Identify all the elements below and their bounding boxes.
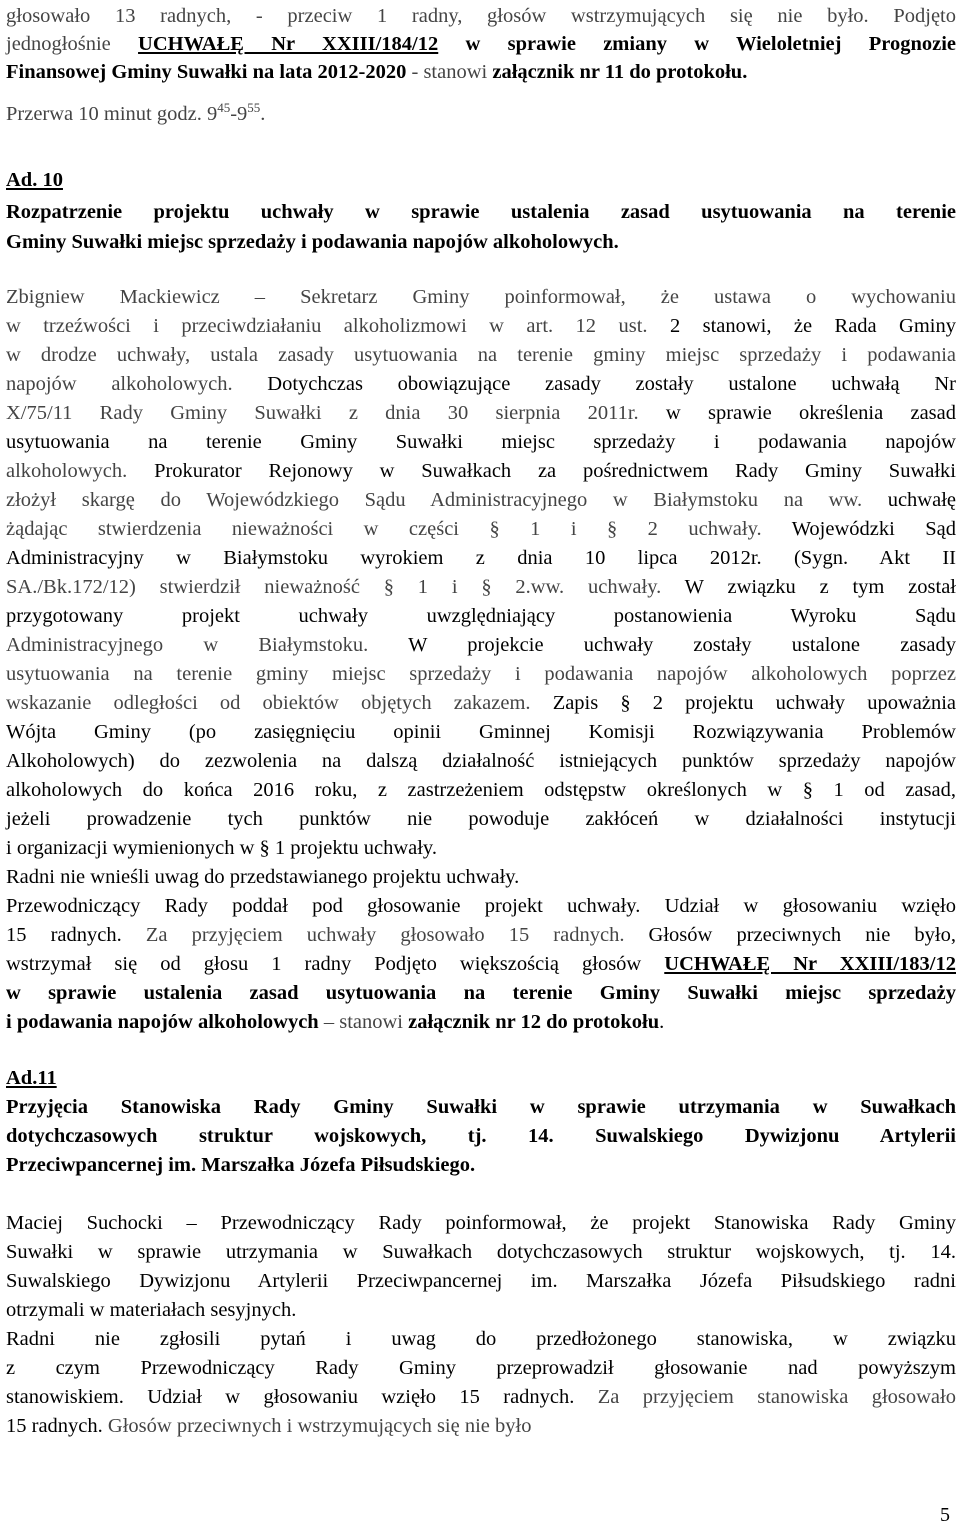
text-run: Przeciwpancernej im. Marszałka Józefa Piłsudskiego. <box>6 1154 476 1176</box>
text-line <box>6 1209 956 1238</box>
text-run: W związku z tym został <box>661 576 956 598</box>
text-run: Zbigniew Mackiewicz – Sekretarz Gminy poinformował, że ustawa o wychowaniu <box>6 286 956 308</box>
text-line <box>6 1238 956 1267</box>
text-line <box>6 1064 956 1093</box>
text-run: uchwałę <box>862 489 957 511</box>
text-run: Wójta Gminy (po zasięgnięciu opinii Gminnej Komisji Rozwiązywania Problemów <box>6 721 956 743</box>
text-run: złożył skargę do Wojewódzkiego Sądu Administracyjnego w Białymstoku na ww. <box>6 489 863 511</box>
text-line <box>6 30 956 59</box>
text-run: 45 <box>217 100 231 116</box>
text-line <box>6 1412 956 1441</box>
text-line <box>6 573 956 602</box>
text-run: - stanowi <box>406 61 493 83</box>
text-run: Administracyjnego w Białymstoku. <box>6 634 369 656</box>
text-run: SA./Bk.172/12) stwierdził nieważność § 1 i § 2.ww. uchwały. <box>6 576 662 598</box>
text-run: dotychczasowych struktur wojskowych, tj. 14. Suwalskiego Dywizjonu Artylerii <box>6 1125 956 1147</box>
text-run: Ad. 10 <box>6 169 63 191</box>
text-run: UCHWAŁĘ Nr XXIII/184/12 <box>138 33 439 55</box>
text-run: Alkoholowych) do zezwolenia na dalszą działalność istniejących punktów sprzedaży napojów <box>6 750 956 772</box>
text-run: Głosów przeciwnych nie było, <box>624 924 956 946</box>
text-run: jednogłośnie <box>6 33 139 55</box>
text-line <box>6 428 956 457</box>
text-run: żądając stwierdzenia nieważności w części § 1 i § 2 uchwały. <box>6 518 762 540</box>
text-run: Suwałki w sprawie utrzymania w Suwałkach dotychczasowych struktur wojskowych, tj. 14. <box>6 1241 956 1263</box>
text-line <box>6 689 956 718</box>
text-run: Suwalskiego Dywizjonu Artylerii Przeciwpancernej im. Marszałka Józefa Piłsudskiego radni <box>6 1270 956 1292</box>
text-line <box>6 166 956 195</box>
text-run: alkoholowych do końca 2016 roku, z zastrzeżeniem odstępstw określonych w § 1 od zasad, <box>6 779 956 801</box>
text-line <box>6 921 956 950</box>
text-run: załącznik nr 11 do protokołu. <box>492 61 748 83</box>
text-run: . <box>260 103 266 125</box>
text-line <box>6 892 956 921</box>
text-run: wskazanie odległości od obiektów objętych zakazem. <box>6 692 531 714</box>
text-run: Finansowej Gminy Suwałki na lata 2012-2020 <box>6 61 407 83</box>
text-run: – stanowi <box>318 1011 409 1033</box>
text-run: 55 <box>247 100 261 116</box>
text-line <box>6 1122 956 1151</box>
text-run: w sprawie ustalenia zasad usytuowania na terenie Gminy Suwałki miejsc sprzedaży <box>6 982 956 1004</box>
text-run: UCHWAŁĘ Nr XXIII/183/12 <box>664 953 956 975</box>
text-run: -9 <box>230 103 248 125</box>
text-run: w drodze uchwały, ustala zasady usytuowania na terenie gminy miejsc sprzedaży i podawania <box>6 344 956 366</box>
text-line <box>6 1093 956 1122</box>
text-line <box>6 718 956 747</box>
text-run <box>438 33 465 55</box>
text-run: alkoholowych. <box>6 460 128 482</box>
text-line <box>6 1354 956 1383</box>
text-run: Prokurator Rejonowy w Suwałkach za pośrednictwem Rady Gminy Suwałki <box>127 460 956 482</box>
text-line <box>6 2 956 31</box>
text-run: z czym Przewodniczący Rady Gminy przeprowadził głosowanie nad powyższym <box>6 1357 956 1379</box>
text-run: napojów alkoholowych. <box>6 373 233 395</box>
text-run: i podawania napojów alkoholowych <box>6 1011 319 1033</box>
text-line <box>6 1008 956 1037</box>
text-run: w trzeźwości i przeciwdziałaniu alkoholizmowi w art. 12 ust. <box>6 315 648 337</box>
text-line <box>6 515 956 544</box>
text-line <box>6 950 956 979</box>
text-line <box>6 1267 956 1296</box>
text-line <box>6 979 956 1008</box>
text-run: Za przyjęciem stanowiska głosowało <box>574 1386 956 1408</box>
text-line <box>6 1325 956 1354</box>
text-run: Dotychczas obowiązujące zasady zostały ustalone uchwałą Nr <box>232 373 956 395</box>
text-run: Głosów przeciwnych i wstrzymujących się nie było <box>102 1415 532 1437</box>
text-run: . <box>659 1011 665 1033</box>
text-line <box>6 341 956 370</box>
text-line <box>6 1383 956 1412</box>
text-run: Rozpatrzenie projektu uchwały w sprawie ustalenia zasad usytuowania na terenie <box>6 201 956 223</box>
text-run: Przerwa 10 minut godz. 9 <box>6 103 218 125</box>
text-line <box>6 312 956 341</box>
text-run: Przyjęcia Stanowiska Rady Gminy Suwałki w sprawie utrzymania w Suwałkach <box>6 1096 956 1118</box>
text-run: Administracyjny w Białymstoku wyrokiem z dnia 10 lipca 2012r. (Sygn. Akt II <box>6 547 956 569</box>
text-run: jeżeli prowadzenie tych punktów nie powoduje zakłóceń w działalności instytucji <box>6 808 956 830</box>
text-line <box>6 283 956 312</box>
text-line <box>6 58 956 87</box>
text-run: wstrzymał się od głosu 1 radny Podjęto większością głosów <box>6 953 665 975</box>
text-run: w sprawie zmiany w Wieloletniej Prognozie <box>465 33 957 55</box>
text-run: Radni nie zgłosili pytań i uwag do przedłożonego stanowiska, w związku <box>6 1328 956 1350</box>
text-line <box>6 805 956 834</box>
text-run: usytuowania na terenie gminy miejsc sprzedaży i podawania napojów alkoholowych poprzez <box>6 663 956 685</box>
text-run: Za przyjęciem uchwały głosowało 15 radnych. <box>121 924 625 946</box>
text-line <box>6 198 956 227</box>
text-run: Przewodniczący Rady poddał pod głosowanie projekt uchwały. Udział w głosowaniu wzięło <box>6 895 956 917</box>
text-line <box>6 776 956 805</box>
text-run: X/75/11 Rady Gminy Suwałki z dnia 30 sierpnia 2011r. <box>6 402 639 424</box>
text-line <box>6 1151 956 1180</box>
text-run: usytuowania na terenie Gminy Suwałki miejsc sprzedaży i podawania napojów <box>6 431 956 453</box>
text-run: Radni nie wnieśli uwag do przedstawianego projektu uchwały. <box>6 866 520 888</box>
text-run: W projekcie uchwały zostały ustalone zasady <box>368 634 956 656</box>
text-run: przygotowany projekt uchwały uwzględniający postanowienia Wyroku Sądu <box>6 605 956 627</box>
text-line <box>6 370 956 399</box>
text-run: w sprawie określenia zasad <box>638 402 957 424</box>
text-line <box>6 544 956 573</box>
text-line <box>6 660 956 689</box>
text-run: załącznik nr 12 do protokołu <box>408 1011 660 1033</box>
text-line <box>6 1296 956 1325</box>
text-line <box>6 747 956 776</box>
text-line <box>6 100 956 129</box>
text-run: i organizacji wymienionych w § 1 projektu uchwały. <box>6 837 437 859</box>
text-run: Maciej Suchocki – Przewodniczący Rady poinformował, że projekt Stanowiska Rady Gminy <box>6 1212 956 1234</box>
text-run: stanowiskiem. Udział w głosowaniu wzięło 15 radnych. <box>6 1386 575 1408</box>
text-run: Wojewódzki Sąd <box>761 518 956 540</box>
text-line <box>6 457 956 486</box>
text-run: Zapis § 2 projektu uchwały upoważnia <box>530 692 956 714</box>
text-run: otrzymali w materiałach sesyjnych. <box>6 1299 297 1321</box>
text-line <box>6 834 956 863</box>
text-line <box>6 602 956 631</box>
text-run: 15 radnych. <box>6 924 122 946</box>
text-run: Ad.11 <box>6 1067 57 1089</box>
text-line <box>6 863 956 892</box>
page-number: 5 <box>940 1504 950 1526</box>
text-run: 15 radnych. <box>6 1415 103 1437</box>
text-line <box>6 228 956 257</box>
text-run: Gminy Suwałki miejsc sprzedaży i podawania napojów alkoholowych. <box>6 231 619 253</box>
text-run: głosowało 13 radnych, - przeciw 1 radny, głosów wstrzymujących się nie było. Podjęto <box>6 5 956 27</box>
text-run: 2 stanowi, że Rada Gminy <box>647 315 956 337</box>
text-line <box>6 486 956 515</box>
text-line <box>6 399 956 428</box>
text-line <box>6 631 956 660</box>
